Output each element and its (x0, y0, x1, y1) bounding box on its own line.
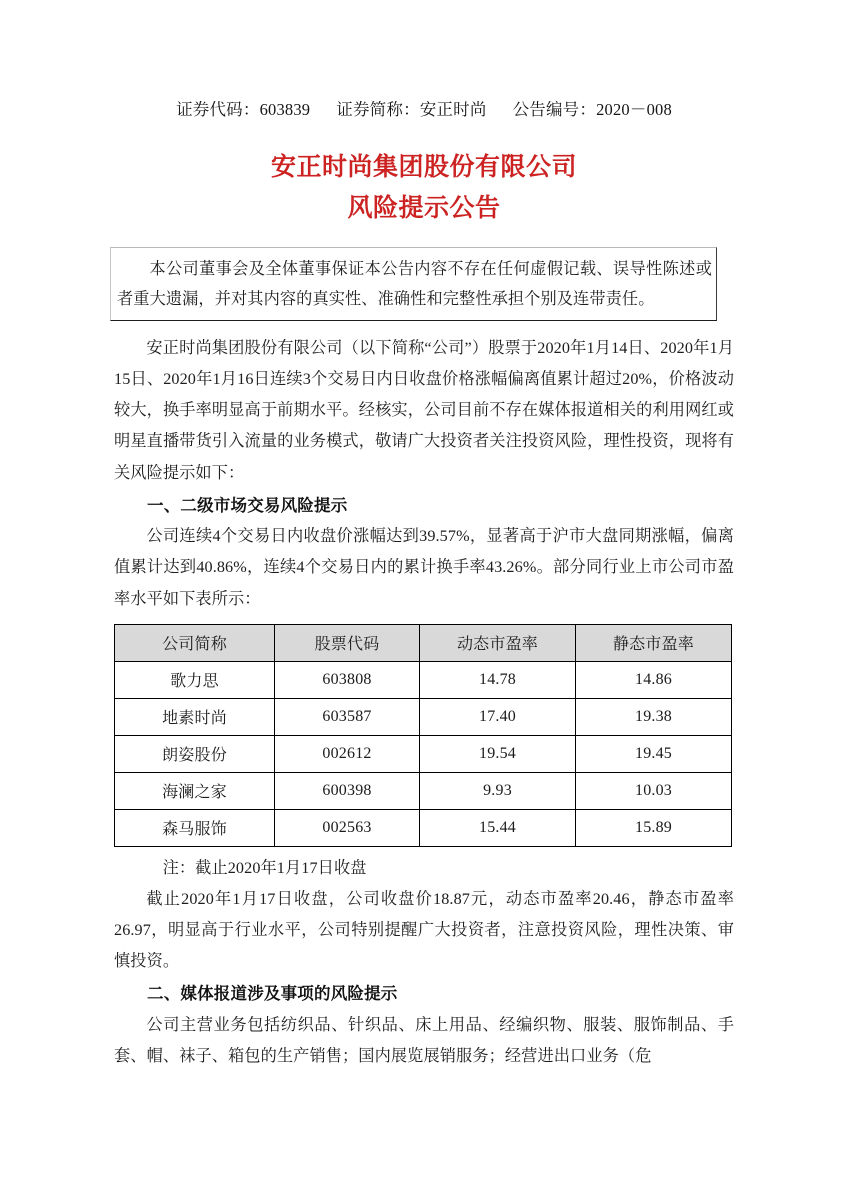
table-row (115, 698, 732, 735)
post-table-paragraph: 截止2020年1月17日收盘，公司收盘价18.87元，动态市盈率20.46，静态市盈率26.97，明显高于行业水平，公司特别提醒广大投资者，注意投资风险，理性决策、审慎投资。 (114, 889, 734, 970)
section-paragraph-1: 公司连续4个交易日内收盘价涨幅达到39.57%，显著高于沪市大盘同期涨幅，偏离值累计达到40.86%，连续4个交易日内的累计换手率43.26%。部分同行业上市公司市盈率水平如下表所示： (114, 527, 734, 608)
title-block (114, 147, 734, 228)
table-row (115, 661, 732, 698)
column-header-stock-code: 股票代码 (275, 624, 420, 661)
cell-static-pe: 19.45 (576, 735, 732, 772)
cell-stock-code: 002612 (275, 735, 420, 772)
column-header-dynamic-pe: 动态市盈率 (420, 624, 576, 661)
cell-company: 森马服饰 (115, 809, 275, 846)
cell-company: 朗姿股份 (115, 735, 275, 772)
intro-paragraph: 安正时尚集团股份有限公司（以下简称“公司”）股票于2020年1月14日、2020年1月15日、2020年1月16日连续3个交易日内日收盘价格涨幅偏离值累计超过20%，价格波动较大，换手率明显高于前期水平。经核实，公司目前不存在媒体报道相关的利用网红或明星直播带货引入流量的业务模式，敬请广大投资者关注投资风险，理性投资，现将有关风险提示如下： (114, 339, 734, 482)
table-row (115, 735, 732, 772)
column-header-company: 公司简称 (115, 624, 275, 661)
section-heading-1: 一、二级市场交易风险提示 (147, 495, 348, 515)
security-abbr-label: 证券简称： (336, 100, 420, 119)
cell-stock-code: 002563 (275, 809, 420, 846)
table-row (115, 809, 732, 846)
notice-number-value: 2020－008 (596, 100, 672, 119)
cell-static-pe: 10.03 (576, 772, 732, 809)
announcement-title: 风险提示公告 (347, 192, 501, 222)
notice-number-label: 公告编号： (512, 100, 597, 119)
security-code-label: 证券代码： (176, 100, 260, 119)
disclaimer-box (110, 247, 717, 321)
cell-company: 歌力思 (115, 661, 275, 698)
cell-stock-code: 603587 (275, 698, 420, 735)
cell-static-pe: 14.86 (576, 661, 732, 698)
cell-company: 地素时尚 (115, 698, 275, 735)
section-paragraph-2: 公司主营业务包括纺织品、针织品、床上用品、经编织物、服装、服饰制品、手套、帽、袜子、箱包的生产销售；国内展览展销服务；经营进出口业务（危 (114, 1015, 734, 1065)
cell-company: 海澜之家 (115, 772, 275, 809)
cell-dynamic-pe: 15.44 (420, 809, 576, 846)
column-header-static-pe: 静态市盈率 (576, 624, 732, 661)
table-note: 注：截止2020年1月17日收盘 (162, 858, 367, 877)
table-row (115, 772, 732, 809)
page-content (114, 0, 734, 1072)
cell-dynamic-pe: 9.93 (420, 772, 576, 809)
table-header-row (115, 624, 732, 661)
security-code-value: 603839 (259, 100, 311, 119)
cell-stock-code: 600398 (275, 772, 420, 809)
cell-dynamic-pe: 19.54 (420, 735, 576, 772)
cell-dynamic-pe: 17.40 (420, 698, 576, 735)
document-header-line (114, 98, 734, 121)
security-abbr-value: 安正时尚 (419, 100, 487, 119)
company-title: 安正时尚集团股份有限公司 (270, 152, 577, 182)
cell-stock-code: 603808 (275, 661, 420, 698)
disclaimer-text: 本公司董事会及全体董事保证本公告内容不存在任何虚假记载、误导性陈述或者重大遗漏，并对其内容的真实性、准确性和完整性承担个别及连带责任。 (117, 260, 712, 308)
section-heading-2: 二、媒体报道涉及事项的风险提示 (147, 984, 398, 1004)
cell-static-pe: 19.38 (576, 698, 732, 735)
cell-static-pe: 15.89 (576, 809, 732, 846)
pe-ratio-table (114, 624, 732, 847)
cell-dynamic-pe: 14.78 (420, 661, 576, 698)
